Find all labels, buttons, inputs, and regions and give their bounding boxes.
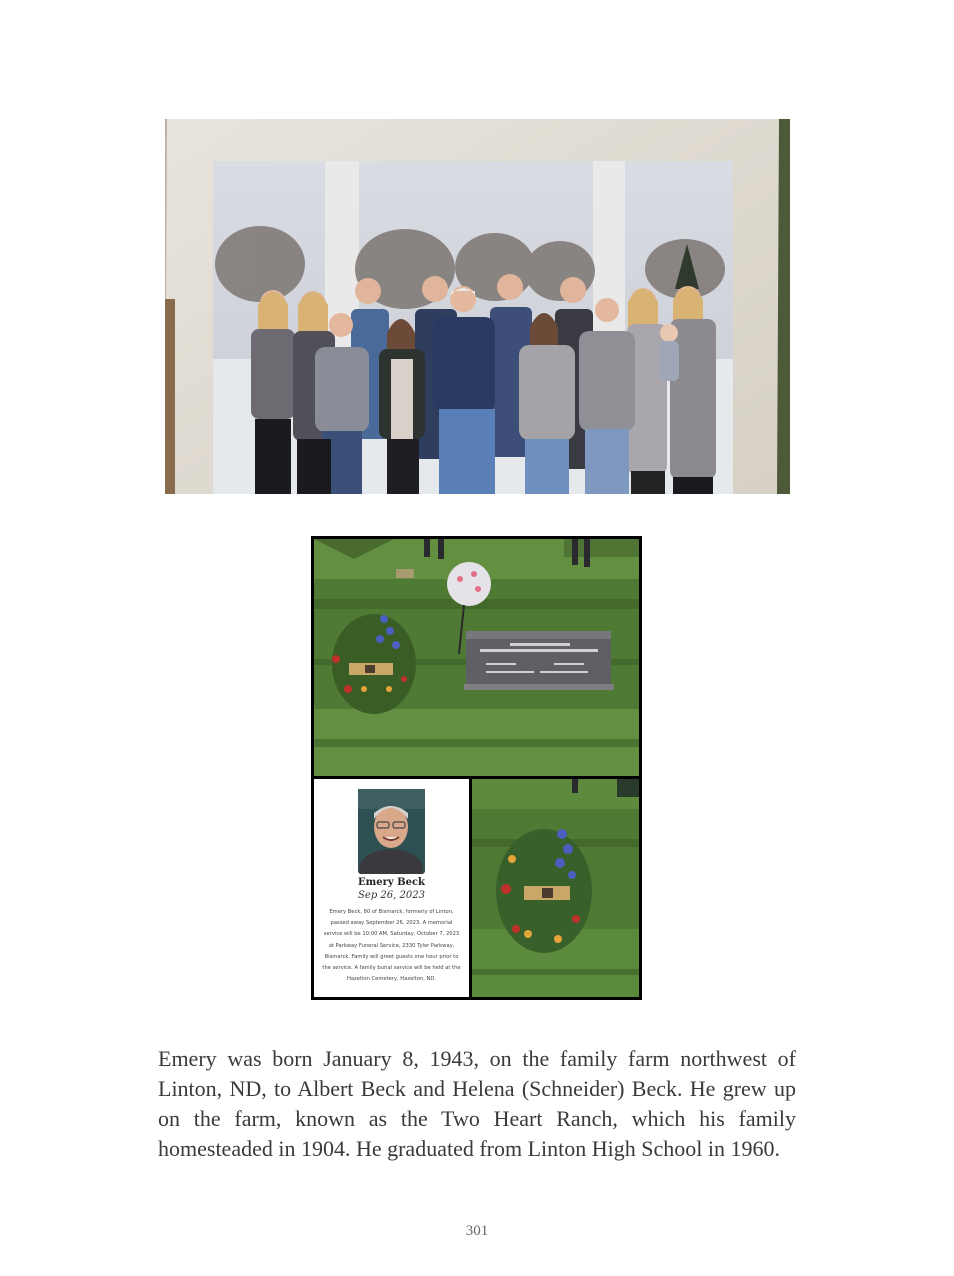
page-number: 301 <box>465 1223 489 1239</box>
obituary-name: Emery Beck <box>358 877 425 888</box>
obituary-card <box>314 779 469 997</box>
obituary-date: Sep 26, 2023 <box>358 890 425 901</box>
family-photo-illustration <box>165 119 790 494</box>
flowers-illustration <box>472 779 639 997</box>
family-photo <box>165 119 790 494</box>
portrait-photo <box>358 789 425 874</box>
biography-paragraph: Emery was born January 8, 1943, on the family farm northwest of Linton, ND, to Albert Beck and Helena (Schneider) Beck. He grew up on the farm, known as the Two Heart Ranch, which his family homesteaded in 1904. He graduated from Linton High School in 1960. <box>158 1046 796 1161</box>
gravesite-photo <box>314 539 639 776</box>
flowers-photo <box>472 779 639 997</box>
memorial-collage <box>311 536 642 1000</box>
gravesite-illustration <box>314 539 639 776</box>
obituary-text: Emery Beck, 80 of Bismarck, formerly of Linton, passed away September 26, 2023. A memorial service will be 10:00 AM, Saturday, October 7, 2023 at Parkway Funeral Service, 2330 Tyler Parkway, Bismarck. Family will greet guests one hour prior to the service. A family burial service will be held at the Hazelton Cemetery, Hazelton, ND. <box>322 909 461 983</box>
